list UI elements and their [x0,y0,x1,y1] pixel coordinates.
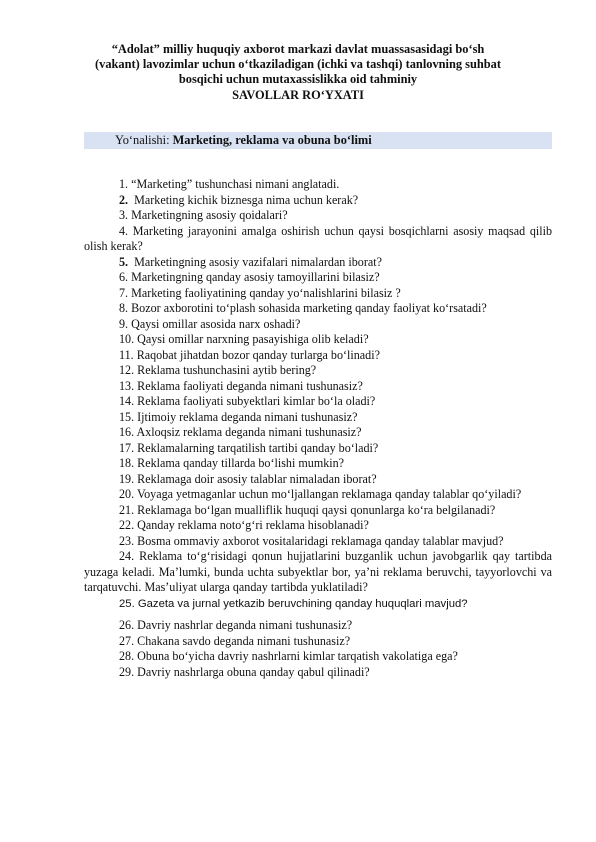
question-number: 13. [119,378,135,393]
question-item [84,456,552,472]
question-item [84,193,552,209]
question-text: Qaysi omillar narxning pasayishiga olib keladi? [137,332,369,346]
question-number: 14. [119,394,135,408]
question-number: 22. [119,518,135,532]
question-text: Marketingning asosiy qoidalari? [131,208,288,222]
question-number: 16. [119,425,135,439]
question-item [84,503,552,519]
question-item [84,394,552,410]
question-text: Qaysi omillar asosida narx oshadi? [131,316,301,331]
question-text: Bozor axborotini to‘plash sohasida marketing qanday faoliyat ko‘rsatadi? [131,301,487,315]
question-number: 10. [119,332,135,346]
question-item [84,487,552,503]
question-number: 19. [119,471,135,486]
question-number: 18. [119,456,135,470]
question-item [84,534,552,550]
question-item [84,425,552,441]
question-text: Reklamalarning tarqatilish tartibi qanday bo‘ladi? [137,440,379,455]
question-number: 6. [119,270,129,284]
question-text: Obuna bo‘yicha davriy nashrlarni kimlar tarqatish vakolatiga ega? [137,649,458,663]
question-text: Davriy nashrlar deganda nimani tushunasiz? [137,618,353,632]
question-number: 3. [119,208,129,222]
question-item [84,410,552,426]
question-number: 17. [119,440,135,455]
question-number: 26. [119,618,135,632]
question-text: Reklama faoliyati deganda nimani tushunasiz? [137,378,363,393]
question-number: 15. [119,409,135,424]
question-text: Voyaga yetmaganlar uchun mo‘ljallangan reklamaga qanday talablar qo‘yiladi? [136,487,522,501]
question-number: 24. [119,549,135,563]
question-text: Ijtimoiy reklama deganda nimani tushunasiz? [137,409,358,424]
question-item [84,549,552,596]
question-item [84,317,552,333]
title-line: SAVOLLAR RO‘YXATI [232,87,364,102]
question-text: Reklama to‘g‘risidagi qonun hujjatlarini buzganlik uchun javobgarlik qay tartibda yuzaga keladi. Ma’lumki, bunda uchta subyektlar bor, ya’ni reklama beruvchi, tayyorlovchi va tarqatuvchi. Mas’uliyat ularga qanday tartibda yuklatiladi? [84,549,552,594]
question-text: Reklamaga bo‘lgan mualliflik huquqi qaysi qonunlarga ko‘ra belgilanadi? [137,502,496,517]
question-text: Marketingning qanday asosiy tamoyillarini bilasiz? [131,270,380,284]
question-number: 27. [119,633,135,648]
question-text: Reklama tushunchasini aytib bering? [137,363,317,377]
question-number: 9. [119,316,129,331]
question-item [84,441,552,457]
question-number: 11. [119,347,134,362]
question-item [84,208,552,224]
direction-value: Marketing, reklama va obuna bo‘limi [172,133,372,147]
question-text: Bosma ommaviy axborot vositalaridagi reklamaga qanday talablar mavjud? [137,533,504,548]
question-number: 20. [119,487,135,501]
question-item [84,597,552,613]
question-text: Reklama faoliyati subyektlari kimlar bo‘la oladi? [137,394,376,408]
question-number: 25. [119,597,135,610]
question-number: 2. [119,192,129,207]
question-text: Qanday reklama noto‘g‘ri reklama hisoblanadi? [137,518,369,532]
question-list [84,177,552,680]
question-text: Gazeta va jurnal yetkazib beruvchining qanday huquqlari mavjud? [137,597,468,610]
title-line: bosqichi uchun mutaxassislikka oid tahminiy [178,72,418,87]
title-line: (vakant) lavozimlar uchun o‘tkaziladigan (ichki va tashqi) tanlovning suhbat [95,57,501,72]
question-number: 28. [119,649,135,663]
question-item [84,634,552,650]
question-item [84,363,552,379]
question-text: Marketing kichik biznesga nima uchun kerak? [134,192,359,207]
question-item [84,472,552,488]
question-number: 23. [119,533,135,548]
question-text: Marketing faoliyatining qanday yo‘nalishlarini bilasiz ? [131,285,401,300]
title-line: “Adolat” milliy huquqiy axborot markazi davlat muassasasidagi bo‘sh [111,42,485,56]
question-text: Reklama qanday tillarda bo‘lishi mumkin? [137,456,345,470]
question-item [84,348,552,364]
question-number: 12. [119,363,135,377]
question-item [84,649,552,665]
question-number: 29. [119,664,135,679]
question-item [84,665,552,681]
question-item [84,379,552,395]
question-number: 1. [119,177,129,191]
question-number: 7. [119,285,129,300]
question-text: Raqobat jihatdan bozor qanday turlarga bo‘linadi? [136,347,380,362]
question-item [84,255,552,271]
question-text: Marketingning asosiy vazifalari nimalardan iborat? [134,254,382,269]
question-item [84,332,552,348]
question-text: Chakana savdo deganda nimani tushunasiz? [137,633,351,648]
question-text: Axloqsiz reklama deganda nimani tushunasiz? [136,425,362,439]
question-item [84,270,552,286]
question-text: Davriy nashrlarga obuna qanday qabul qilinadi? [137,664,370,679]
question-text: Reklamaga doir asosiy talablar nimaladan iborat? [137,471,377,486]
question-item [84,301,552,317]
question-number: 21. [119,502,135,517]
question-number: 8. [119,301,129,315]
document-title [70,42,526,103]
question-item [84,224,552,255]
question-number: 5. [119,254,129,269]
question-item [84,286,552,302]
question-item [84,518,552,534]
direction-label: Yo‘nalishi: [115,133,173,147]
direction-bar [84,132,552,149]
question-item [84,177,552,193]
question-text: “Marketing” tushunchasi nimani anglatadi. [131,177,340,191]
question-item [84,618,552,634]
question-text: Marketing jarayonini amalga oshirish uchun qaysi bosqichlarni asosiy maqsad qilib olish kerak? [84,223,552,253]
question-number: 4. [119,223,129,238]
